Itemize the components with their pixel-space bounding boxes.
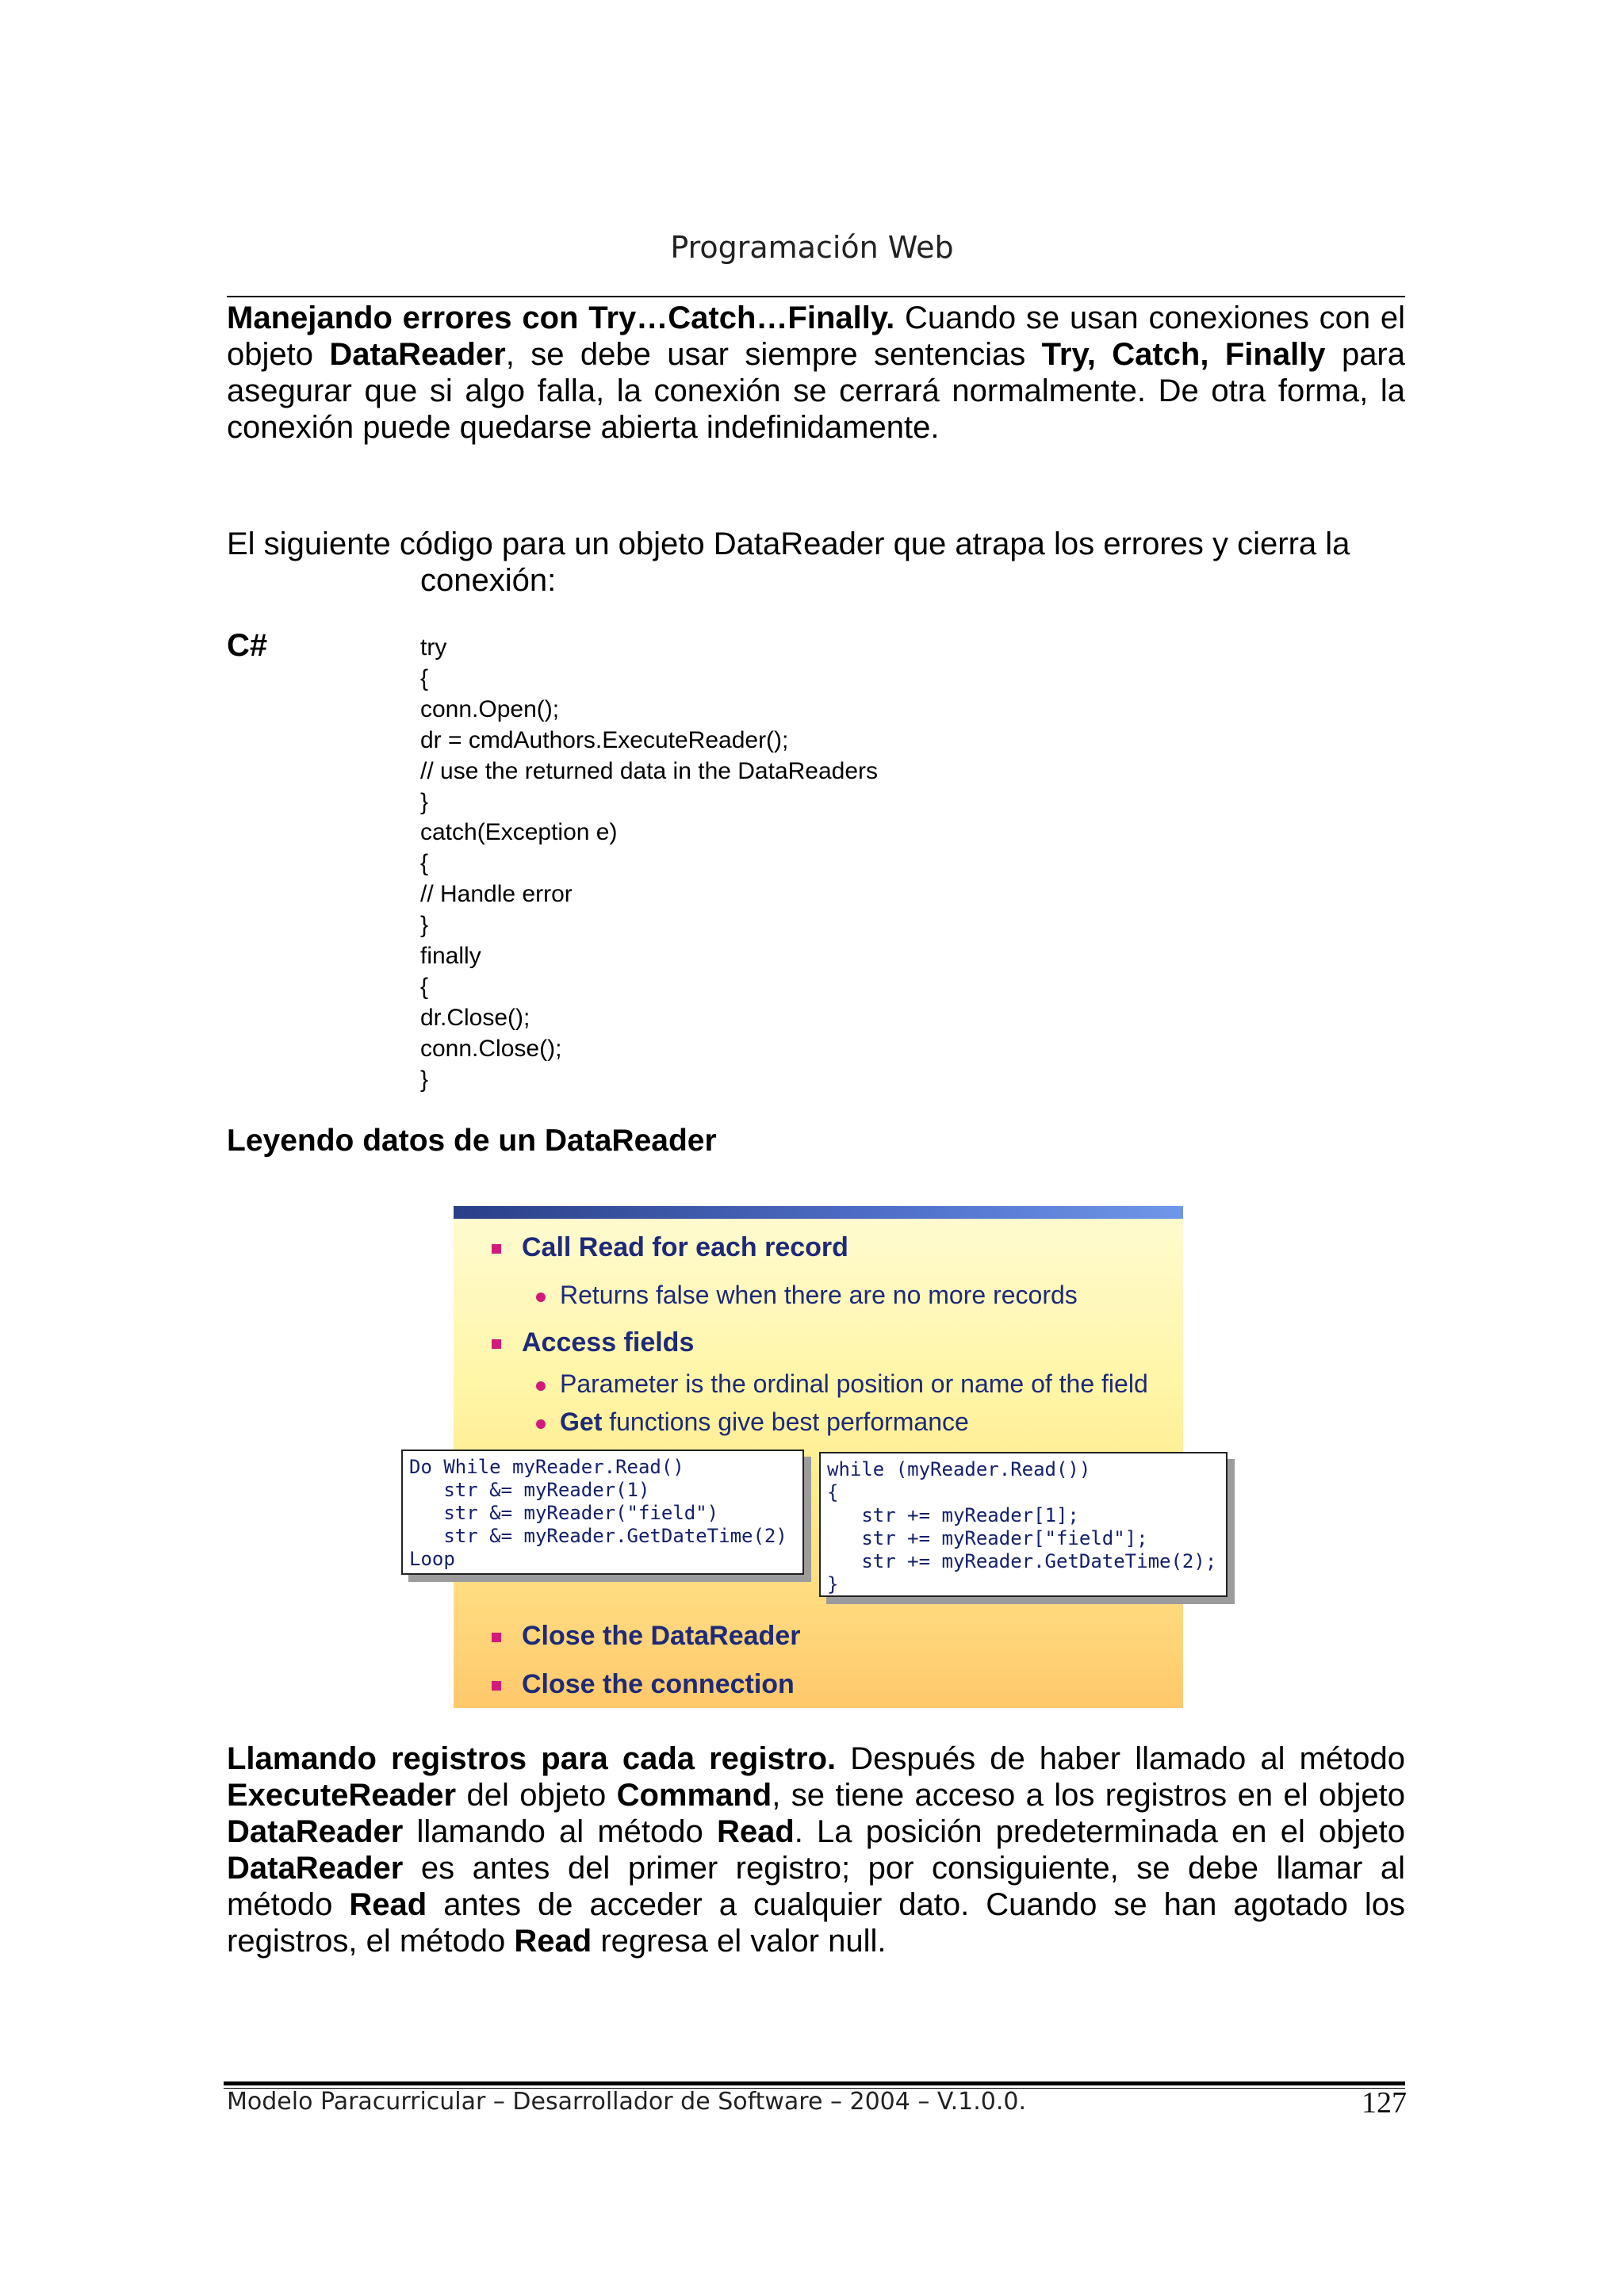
- slide-bullet-text: Call Read for each record: [522, 1232, 848, 1262]
- code-line: str &= myReader.GetDateTime(2): [409, 1525, 787, 1547]
- paragraph-code-intro: [227, 526, 1405, 599]
- code-line: try: [420, 634, 447, 661]
- paragraph-continuation: conexión:: [420, 563, 557, 598]
- paragraph-text: , se debe usar siempre sentencias: [505, 337, 1042, 372]
- code-line: dr.Close();: [420, 1004, 530, 1031]
- code-line: finally: [420, 943, 481, 970]
- code-line: str &= myReader("field"): [409, 1502, 719, 1524]
- bold-term: Read: [514, 1924, 592, 1959]
- code-line: {: [420, 973, 429, 1000]
- code-line: }: [827, 1573, 839, 1595]
- paragraph-text: Después de haber llamado al método: [836, 1741, 1406, 1776]
- paragraph-lead: Llamando registros para cada registro.: [227, 1741, 837, 1776]
- slide-sub-bullet: [536, 1281, 1078, 1310]
- code-line: catch(Exception e): [420, 819, 618, 846]
- code-line: Loop: [409, 1548, 455, 1570]
- code-line: str += myReader["field"];: [827, 1527, 1148, 1549]
- slide-bullet-text: functions give best performance: [602, 1407, 969, 1436]
- paragraph-read-records: [227, 1741, 1405, 1959]
- bold-term: DataReader: [227, 1851, 404, 1886]
- square-bullet-icon: [492, 1633, 501, 1642]
- slide-bullet-text: Close the connection: [522, 1669, 795, 1699]
- paragraph-text: es antes del primer registro; por consiguiente, se debe llamar al método: [227, 1851, 1405, 1922]
- bold-term: Try, Catch, Finally: [1041, 337, 1326, 372]
- slide-bullet-text: Parameter is the ordinal position or name of the field: [560, 1369, 1148, 1398]
- paragraph-text: . La posición predeterminada en el objeto: [794, 1814, 1405, 1849]
- slide-bullet: [492, 1669, 795, 1700]
- slide-title-bar: [454, 1206, 1183, 1219]
- slide-bullet: [492, 1327, 694, 1358]
- csharp-code-box: [819, 1452, 1228, 1597]
- code-language-label: C#: [227, 628, 268, 663]
- footer-rule: [224, 2081, 1405, 2085]
- paragraph-text: , se tiene acceso a los registros en el objeto: [772, 1778, 1405, 1813]
- slide-sub-bullet: [536, 1407, 969, 1437]
- round-bullet-icon: [536, 1419, 546, 1429]
- section-heading: Leyendo datos de un DataReader: [227, 1124, 717, 1158]
- code-line: // Handle error: [420, 881, 573, 908]
- footer-text: Modelo Paracurricular – Desarrollador de Software – 2004 – V.1.0.0.: [227, 2088, 1026, 2116]
- code-line: {: [420, 664, 429, 691]
- bold-term: Read: [349, 1887, 427, 1922]
- bold-term: ExecuteReader: [227, 1778, 457, 1813]
- slide-bullet-text: Returns false when there are no more records: [560, 1281, 1078, 1309]
- paragraph-text: del objeto: [456, 1778, 617, 1813]
- bold-term: Read: [716, 1814, 795, 1849]
- page-number: 127: [1362, 2086, 1407, 2120]
- code-line: conn.Close();: [420, 1035, 562, 1062]
- square-bullet-icon: [492, 1339, 501, 1349]
- code-line: Do While myReader.Read(): [409, 1456, 684, 1478]
- paragraph-lead: Manejando errores con Try…Catch…Finally.: [227, 301, 895, 335]
- round-bullet-icon: [536, 1293, 546, 1302]
- paragraph-text: Cuando se usan conexiones con el objeto: [227, 301, 1405, 372]
- slide-sub-bullet: [536, 1369, 1148, 1399]
- slide-bullet: [492, 1232, 848, 1263]
- slide-bullet-text: Access fields: [522, 1327, 695, 1358]
- paragraph-text: llamando al método: [403, 1814, 717, 1849]
- code-line: // use the returned data in the DataReaders: [420, 757, 879, 784]
- bold-term: Command: [616, 1778, 772, 1813]
- slide-bullet-bold: Get: [560, 1407, 603, 1436]
- bold-term: DataReader: [329, 337, 506, 372]
- header-rule: [227, 296, 1405, 297]
- code-line: }: [420, 1066, 429, 1093]
- slide-bullet: [492, 1621, 800, 1652]
- round-bullet-icon: [536, 1381, 546, 1391]
- page-header-title: Programación Web: [670, 230, 954, 265]
- paragraph-text: para asegurar que si algo falla, la conexión se cerrará normalmente. De otra forma, la conexión puede quedarse abierta indefinidamente.: [227, 337, 1406, 445]
- code-line: {: [420, 850, 429, 877]
- code-line: str &= myReader(1): [409, 1479, 650, 1501]
- paragraph-try-catch: [227, 300, 1405, 446]
- code-line: }: [420, 912, 429, 939]
- slide-bullet-text: Close the DataReader: [522, 1621, 801, 1651]
- code-line: str += myReader.GetDateTime(2);: [827, 1550, 1217, 1572]
- code-block: [420, 633, 878, 1096]
- code-line: conn.Open();: [420, 695, 560, 722]
- code-line: str += myReader[1];: [827, 1504, 1079, 1526]
- square-bullet-icon: [492, 1681, 501, 1691]
- bold-term: DataReader: [227, 1814, 404, 1849]
- paragraph-text: El siguiente código para un objeto DataReader que atrapa los errores y cierra la: [227, 527, 1350, 561]
- paragraph-text: regresa el valor null.: [592, 1924, 887, 1959]
- code-line: dr = cmdAuthors.ExecuteReader();: [420, 726, 789, 753]
- vb-code-box: [401, 1450, 804, 1575]
- paragraph-text: antes de acceder a cualquier dato. Cuando se han agotado los registros, el método: [227, 1887, 1405, 1959]
- square-bullet-icon: [492, 1244, 501, 1254]
- code-line: }: [420, 788, 429, 815]
- code-line: while (myReader.Read()): [827, 1458, 1091, 1480]
- code-line: {: [827, 1481, 839, 1503]
